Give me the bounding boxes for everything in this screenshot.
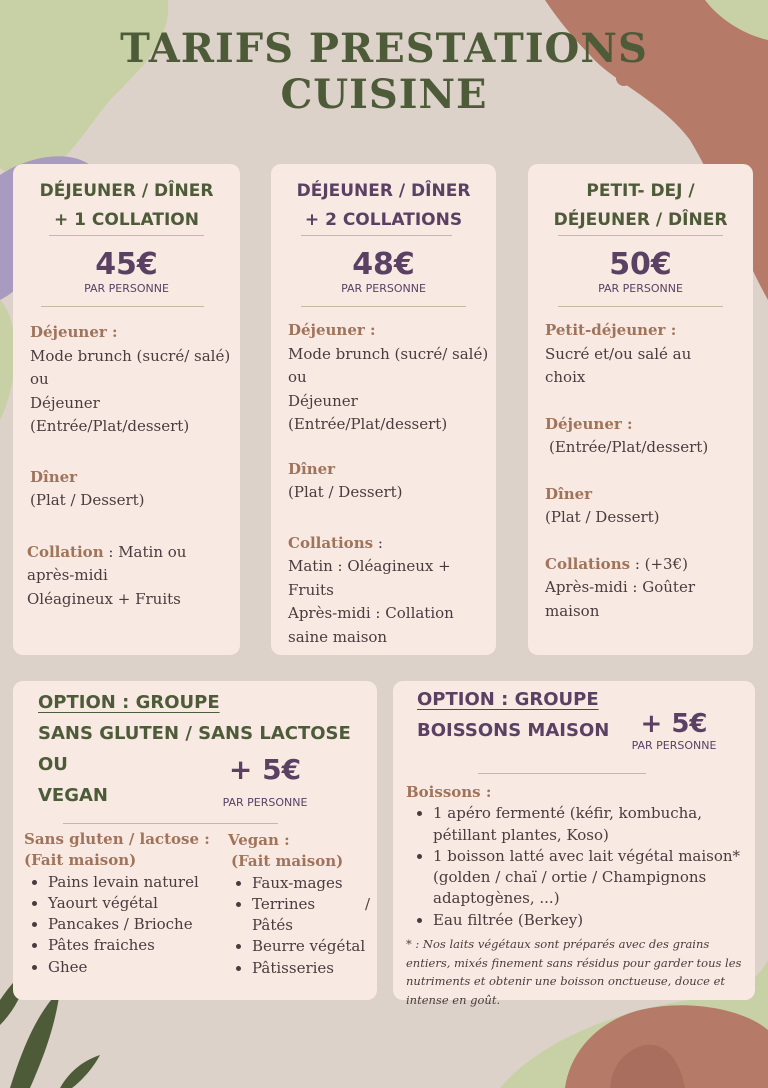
text-line: Après-midi : Goûter [545, 578, 696, 596]
list-item-text: Pâtés [252, 916, 293, 935]
divider [301, 235, 452, 236]
label-boissons: Boissons : [406, 783, 492, 801]
label-fait-maison: (Fait maison) [24, 851, 137, 870]
text-inline: : [373, 533, 383, 552]
leaf-bottom-left-3 [60, 1055, 100, 1088]
text-inline: : (+3€) [630, 554, 688, 573]
list-item: • Faux-mages [252, 873, 373, 894]
option-2-body [406, 782, 751, 1009]
card-2-per-person: PAR PERSONNE [341, 282, 426, 295]
label-diner: Dîner [30, 467, 78, 486]
card-1-heading [13, 177, 240, 235]
title-line-2: CUISINE [280, 71, 488, 118]
divider [478, 773, 646, 774]
list-item-text: Terrines [252, 894, 316, 913]
option-1-heading [38, 687, 351, 811]
card-2-price: 48€ [352, 247, 415, 282]
divider [49, 235, 204, 236]
card-3-heading-line-2: DÉJEUNER / DÎNER [553, 210, 728, 230]
card-2-heading [271, 177, 496, 235]
option-1-line-2: SANS GLUTEN / SANS LACTOSE [38, 723, 351, 744]
card-3-heading [528, 177, 753, 235]
card-2-body [271, 307, 496, 649]
boissons-list [406, 803, 751, 931]
leaf-bottom-left-1 [10, 990, 60, 1088]
list-item: • 1 apéro fermenté (kéfir, kombucha, pétillant plantes, Koso) [433, 803, 751, 846]
pricing-card-2 [271, 164, 496, 655]
label-collation: Collation [27, 542, 104, 561]
list-item: • Ghee [48, 957, 224, 978]
text-line: (Plat / Dessert) [545, 508, 660, 526]
list-item: • Pancakes / Brioche [48, 914, 224, 935]
option-2-per-person: PAR PERSONNE [631, 739, 717, 752]
option-card-drinks [393, 681, 755, 1007]
text-line: Oléagineux + Fruits [27, 589, 181, 608]
option-1-per-person: PAR PERSONNE [222, 796, 308, 809]
option-1-line-4: VEGAN [38, 785, 108, 806]
divider [63, 823, 278, 824]
text-line: (Entrée/Plat/dessert) [288, 415, 448, 433]
card-3-price: 50€ [609, 247, 672, 282]
title-line-1: TARIFS PRESTATIONS [120, 25, 648, 72]
divider [558, 235, 723, 236]
text-line: (Plat / Dessert) [30, 491, 145, 509]
option-1-line-3: OU [38, 754, 68, 775]
sans-gluten-list [24, 872, 224, 978]
label-collations: Collations [288, 533, 374, 552]
option-2-heading [417, 684, 609, 746]
footnote: * : Nos laits végétaux sont préparés avec des grains entiers, mixés finement sans résidus pour garder tous les nutriments et obtenir une boisson onctueuse, douce et intense en goût. [406, 937, 742, 1007]
text-line: choix [545, 368, 586, 386]
card-1-price: 45€ [95, 247, 158, 282]
card-3-body [528, 307, 753, 623]
label-colon: : [106, 323, 118, 341]
option-1-price: + 5€ [228, 753, 302, 786]
text-line: (Plat / Dessert) [288, 483, 403, 501]
card-1-body [13, 307, 240, 611]
label-dejeuner: Déjeuner [288, 321, 365, 339]
card-2-heading-line-2: + 2 COLLATIONS [304, 210, 463, 230]
label-collations: Collations [545, 554, 631, 573]
slash: / [364, 894, 370, 913]
label-diner: Dîner [545, 484, 593, 503]
list-item: • Beurre végétal [252, 936, 373, 957]
text-line: Fruits [288, 580, 334, 599]
text-line: Mode brunch (sucré/ salé) [288, 344, 489, 363]
list-item: • 1 boisson latté avec lait végétal maison* (golden / chaï / ortie / Champignons adaptogènes, ...) [433, 846, 751, 910]
list-item: • Pâtes fraiches [48, 935, 224, 956]
list-item: • Yaourt végétal [48, 893, 224, 914]
text-line: Déjeuner [288, 391, 358, 410]
card-3-heading-line-1: PETIT- DEJ / [586, 181, 695, 201]
option-2-line-1: OPTION : GROUPE [417, 689, 599, 710]
label-dejeuner: Déjeuner [30, 323, 107, 341]
label-petit-dejeuner: Petit-déjeuner [545, 321, 666, 339]
option-1-line-1: OPTION : GROUPE [38, 692, 220, 713]
text-line: Mode brunch (sucré/ salé) [30, 346, 231, 365]
list-item: • Pains levain naturel [48, 872, 224, 893]
text-line: ou [288, 368, 307, 386]
option-1-right-column [228, 830, 373, 979]
label-colon: : [665, 321, 677, 339]
list-item [252, 894, 373, 915]
label-diner: Dîner [288, 459, 336, 478]
text-line: Après-midi : Collation [288, 604, 454, 622]
option-1-left-column [24, 829, 224, 978]
option-2-line-2: BOISSONS MAISON [417, 720, 610, 741]
pricing-card-3 [528, 164, 753, 655]
text-line: ou [30, 370, 49, 388]
pricing-card-1 [13, 164, 240, 655]
card-1-heading-line-2: + 1 COLLATION [54, 210, 199, 230]
text-line: Sucré et/ou salé au [545, 344, 692, 363]
label-sans-gluten: Sans gluten / lactose : [24, 830, 210, 848]
vegan-list [228, 873, 373, 979]
option-2-price: + 5€ [640, 709, 708, 739]
list-item: • Pâtisseries [252, 958, 373, 979]
card-3-per-person: PAR PERSONNE [598, 282, 683, 295]
text-line: maison [545, 601, 600, 620]
option-card-allergen [13, 681, 377, 1000]
label-colon: : [621, 414, 633, 433]
page-title [0, 26, 768, 118]
label-dejeuner: Déjeuner [545, 414, 622, 433]
text-line: (Entrée/Plat/dessert) [549, 438, 709, 456]
text-line: Matin : Oléagineux + [288, 557, 451, 575]
text-line: saine maison [288, 627, 388, 646]
text-line: après-midi [27, 566, 108, 584]
text-inline: : Matin ou [103, 542, 187, 561]
card-1-heading-line-1: DÉJEUNER / DÎNER [39, 181, 214, 201]
card-1-per-person: PAR PERSONNE [84, 282, 169, 295]
list-item: • Eau filtrée (Berkey) [433, 910, 751, 931]
label-colon: : [364, 321, 376, 339]
list-item-continued [252, 915, 373, 936]
label-fait-maison: (Fait maison) [231, 852, 344, 871]
text-line: Déjeuner [30, 393, 100, 412]
card-2-heading-line-1: DÉJEUNER / DÎNER [296, 181, 471, 201]
label-vegan: Vegan : [228, 831, 290, 849]
text-line: (Entrée/Plat/dessert) [30, 417, 190, 435]
